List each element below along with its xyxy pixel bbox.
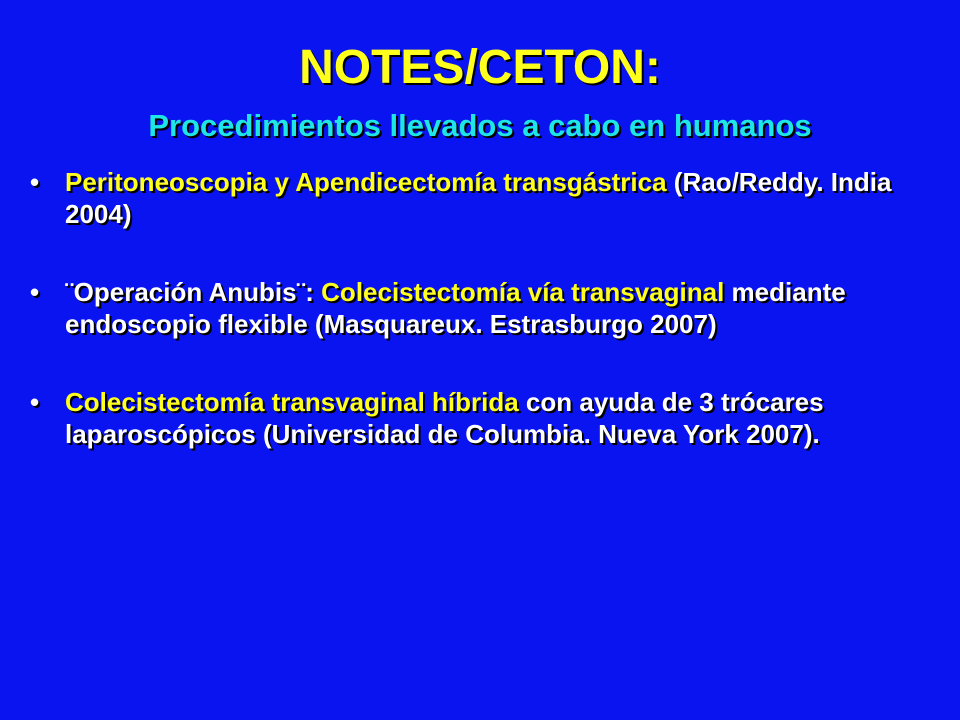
bullet-item-2 bbox=[30, 276, 940, 340]
bullet-list bbox=[30, 166, 940, 450]
bullet-prefix-text: ¨Operación Anubis¨: bbox=[65, 277, 322, 307]
bullet-item-1 bbox=[30, 166, 940, 230]
bullet-marker: • bbox=[30, 167, 40, 197]
bullet-highlight-text: Peritoneoscopia y Apendicectomía transgástrica bbox=[65, 167, 667, 197]
bullet-item-3 bbox=[30, 386, 940, 450]
bullet-marker: • bbox=[30, 277, 40, 307]
slide-title: NOTES/CETON: bbox=[299, 41, 661, 94]
bullet-highlight-text: Colecistectomía transvaginal híbrida bbox=[65, 387, 519, 417]
slide-subtitle: Procedimientos llevados a cabo en humanos bbox=[148, 108, 812, 143]
bullet-detail-text: (Rao/Reddy. India 2004) bbox=[65, 167, 892, 229]
bullet-detail-text: con ayuda de 3 trócares laparoscópicos (Universidad de Columbia. Nueva York 2007). bbox=[65, 387, 824, 449]
bullet-marker: • bbox=[30, 387, 40, 417]
bullet-detail-text: mediante endoscopio flexible (Masquareux. Estrasburgo 2007) bbox=[65, 277, 846, 339]
bullet-highlight-text: Colecistectomía vía transvaginal bbox=[321, 277, 725, 307]
